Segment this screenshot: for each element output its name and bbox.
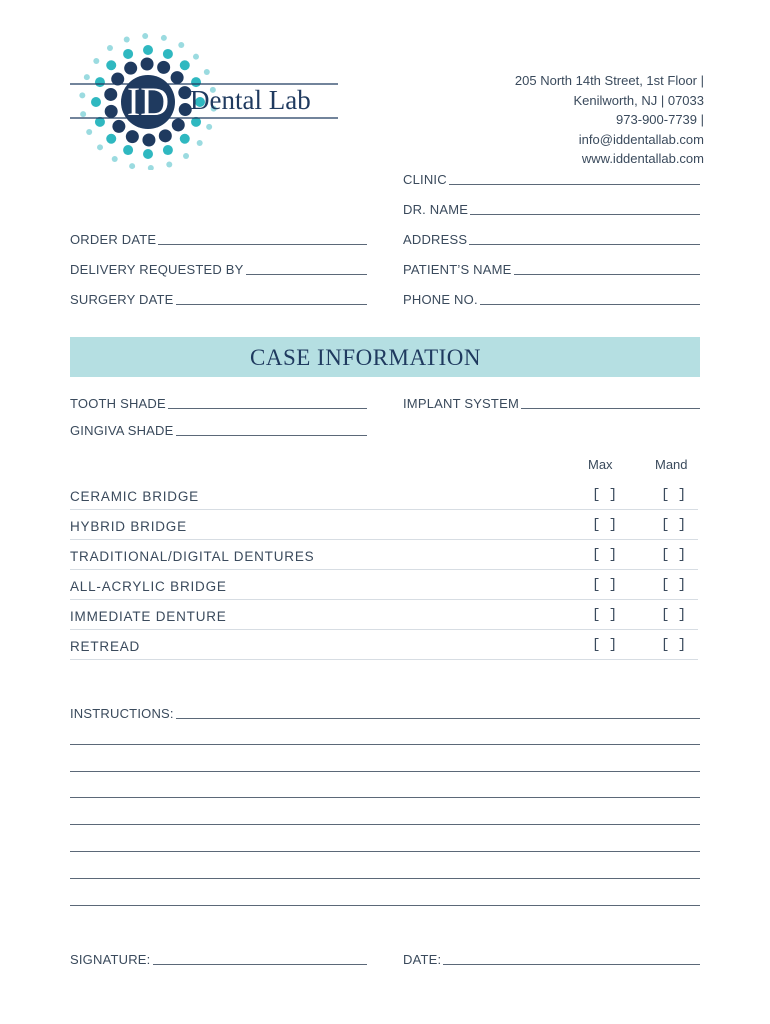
phone-line: 973-900-7739 | [616, 112, 704, 127]
row-label: RETREAD [70, 639, 141, 654]
order-date-field[interactable] [70, 229, 367, 247]
logo-dot [142, 33, 148, 39]
logo-dot [106, 134, 116, 144]
patients-name-field[interactable] [403, 259, 700, 277]
logo-dot [206, 124, 212, 130]
logo-dot [106, 60, 116, 70]
mand-checkbox[interactable]: [ ] [661, 637, 687, 653]
logo-dot [123, 145, 133, 155]
logo-dot [163, 49, 173, 59]
logo-dot [148, 165, 154, 170]
logo-dot [123, 49, 133, 59]
implant-system-field[interactable] [403, 393, 700, 411]
logo-dot [193, 54, 199, 60]
logo-dot [142, 133, 155, 146]
logo-dot [105, 105, 118, 118]
email-line: info@iddentallab.com [578, 131, 704, 147]
website-line: www.iddentallab.com [581, 151, 704, 166]
logo-dot [80, 111, 86, 117]
address-input-line[interactable] [469, 231, 700, 245]
table-row [70, 600, 698, 630]
max-checkbox[interactable]: [ ] [592, 517, 618, 533]
lab-address-block [515, 71, 704, 169]
mand-checkbox[interactable]: [ ] [661, 607, 687, 623]
row-label: HYBRID BRIDGE [70, 519, 187, 534]
logo-dot [161, 35, 167, 41]
max-checkbox[interactable]: [ ] [592, 577, 618, 593]
tooth-shade-field[interactable] [70, 393, 367, 411]
dr-name-label: DR. NAME [403, 202, 469, 217]
address-label: ADDRESS [403, 232, 468, 247]
column-header-mand: Mand [655, 457, 688, 472]
patients-name-label: PATIENT’S NAME [403, 262, 512, 277]
order-date-label: ORDER DATE [70, 232, 157, 247]
logo-dot [84, 74, 90, 80]
instructions-line[interactable] [70, 905, 700, 906]
mand-checkbox[interactable]: [ ] [661, 517, 687, 533]
logo-dot [178, 42, 184, 48]
order-date-input-line[interactable] [158, 231, 367, 245]
signature-label: SIGNATURE: [70, 952, 151, 967]
dr-name-input-line[interactable] [470, 201, 700, 215]
company-logo [66, 30, 346, 170]
logo-dot [172, 118, 185, 131]
case-information-header [70, 337, 700, 377]
patients-name-input-line[interactable] [514, 261, 701, 275]
dr-name-field[interactable] [403, 199, 700, 217]
logo-dot [143, 149, 153, 159]
delivery-requested-by-field[interactable] [70, 259, 367, 277]
instructions-field[interactable] [70, 703, 700, 721]
logo-dot [107, 45, 113, 51]
logo-dot [171, 71, 184, 84]
implant-system-input-line[interactable] [521, 395, 700, 409]
mand-checkbox[interactable]: [ ] [661, 547, 687, 563]
logo-dot [129, 163, 135, 169]
address-line: Kenilworth, NJ | 07033 [573, 92, 704, 108]
logo-dot [97, 144, 103, 150]
address-field[interactable] [403, 229, 700, 247]
logo-dot [124, 62, 137, 75]
surgery-date-label: SURGERY DATE [70, 292, 174, 307]
table-row [70, 630, 698, 660]
logo-dot [95, 77, 105, 87]
gingiva-shade-input-line[interactable] [176, 422, 368, 436]
logo-dot [180, 60, 190, 70]
phone-no-field[interactable] [403, 289, 700, 307]
clinic-label: CLINIC [403, 172, 447, 187]
delivery-requested-by-label: DELIVERY REQUESTED BY [70, 262, 244, 277]
max-checkbox[interactable]: [ ] [592, 607, 618, 623]
date-label: DATE: [403, 952, 442, 967]
row-label: TRADITIONAL/DIGITAL DENTURES [70, 549, 315, 564]
delivery-requested-by-input-line[interactable] [246, 261, 368, 275]
implant-system-label: IMPLANT SYSTEM [403, 396, 519, 411]
instructions-line[interactable] [70, 851, 700, 852]
surgery-date-field[interactable] [70, 289, 367, 307]
logo-dot [166, 161, 172, 167]
logo-dot [79, 92, 85, 98]
logo-dot [93, 58, 99, 64]
gingiva-shade-field[interactable] [70, 420, 367, 438]
instructions-line[interactable] [70, 878, 700, 879]
column-header-max: Max [588, 457, 613, 472]
row-label: ALL-ACRYLIC BRIDGE [70, 579, 227, 594]
date-field[interactable] [403, 949, 700, 967]
logo-dot [159, 129, 172, 142]
logo-dot [86, 129, 92, 135]
row-label: CERAMIC BRIDGE [70, 489, 199, 504]
instructions-label: INSTRUCTIONS: [70, 706, 174, 721]
logo-dot [104, 88, 117, 101]
clinic-field[interactable] [403, 169, 700, 187]
logo-dot [180, 134, 190, 144]
logo-brand-text: Dental Lab [190, 85, 311, 115]
logo-dot [183, 153, 189, 159]
surgery-date-input-line[interactable] [176, 291, 367, 305]
logo-dot [91, 97, 101, 107]
logo-dot [126, 130, 139, 143]
logo-dot [197, 140, 203, 146]
tooth-shade-label: TOOTH SHADE [70, 396, 166, 411]
table-row [70, 540, 698, 570]
instructions-input-line[interactable] [176, 705, 700, 719]
logo-dot [112, 156, 118, 162]
logo-dot [157, 61, 170, 74]
logo-monogram: ID [126, 79, 170, 124]
tooth-shade-input-line[interactable] [168, 395, 367, 409]
max-checkbox[interactable]: [ ] [592, 547, 618, 563]
instructions-line[interactable] [70, 824, 700, 825]
logo-dot [112, 120, 125, 133]
date-input-line[interactable] [443, 951, 700, 965]
instructions-line[interactable] [70, 771, 700, 772]
logo-dot [163, 145, 173, 155]
max-checkbox[interactable]: [ ] [592, 487, 618, 503]
logo-dot [141, 58, 154, 71]
max-checkbox[interactable]: [ ] [592, 637, 618, 653]
phone-no-input-line[interactable] [480, 291, 700, 305]
signature-input-line[interactable] [153, 951, 368, 965]
table-row [70, 480, 698, 510]
gingiva-shade-label: GINGIVA SHADE [70, 423, 174, 438]
case-information-title: CASE INFORMATION [250, 345, 481, 370]
logo-dot [143, 45, 153, 55]
mand-checkbox[interactable]: [ ] [661, 487, 687, 503]
instructions-line[interactable] [70, 797, 700, 798]
logo-dot [204, 69, 210, 75]
logo-dot [124, 37, 130, 43]
mand-checkbox[interactable]: [ ] [661, 577, 687, 593]
table-row [70, 510, 698, 540]
instructions-line[interactable] [70, 744, 700, 745]
clinic-input-line[interactable] [449, 171, 700, 185]
phone-no-label: PHONE NO. [403, 292, 478, 307]
signature-field[interactable] [70, 949, 367, 967]
table-row [70, 570, 698, 600]
row-label: IMMEDIATE DENTURE [70, 609, 227, 624]
address-line: 205 North 14th Street, 1st Floor | [514, 73, 704, 88]
